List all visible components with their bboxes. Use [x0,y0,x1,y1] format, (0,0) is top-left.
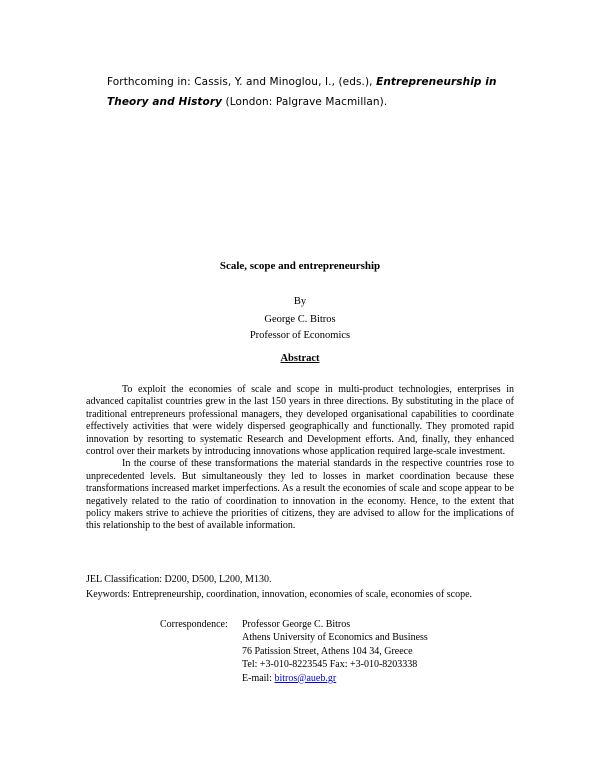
jel-classification: JEL Classification: D200, D500, L200, M130. [86,574,272,585]
classification-block [86,572,526,602]
correspondent-email-line [242,672,428,685]
forthcoming-suffix: (London: Palgrave Macmillan). [222,96,388,108]
abstract-paragraph-2: In the course of these transformations the material standards in the respective countries rose to unprecedented levels. But simultaneously they led to losses in market coordination because these transformations increased market imperfections. As a result the economies of scale and scope appear to be negatively related to the ratio of coordination to innovation in the economy. Hence, to the extent that policy makers strive to achieve the priorities of citizens, they are advised to allow for the implications of this relationship to the best of available information. [86,458,514,532]
byline [0,294,600,344]
email-link[interactable]: bitros@aueb.gr [274,672,337,684]
author-position: Professor of Economics [249,330,351,341]
keywords: Keywords: Entrepreneurship, coordination, innovation, economies of scale, economies of scope. [86,589,473,600]
forthcoming-prefix: Forthcoming in: Cassis, Y. and Minoglou, I., (eds.), [107,76,377,88]
correspondent-phone: Tel: +3-010-8223545 Fax: +3-010-8203338 [242,659,418,671]
email-label: E-mail: [242,672,275,684]
forthcoming-note [107,72,527,112]
abstract-body [86,384,514,533]
paper-title: Scale, scope and entrepreneurship [219,260,381,272]
correspondent-name: Professor George C. Bitros [242,619,351,630]
abstract-heading: Abstract [280,353,320,364]
by-word: By [293,296,307,307]
correspondence-address [242,618,428,685]
abstract-paragraph-1: To exploit the economies of scale and scope in multi-product technologies, enterprises in advanced capitalist countries grew in the last 150 years in three directions. By substituting in the place of traditional entrepreneurs professional managers, they developed organisational capabilities to coordinate effectively activities that were widely dispersed geographically and functionally. They promoted rapid innovation by resorting to systematic Research and Development efforts. And, finally, they enhanced control over their markets by introducing innovations whose application required large-scale investment. [86,384,514,458]
author-name: George C. Bitros [264,314,336,325]
correspondent-street: 76 Patission Street, Athens 104 34, Greece [242,645,413,657]
book-title: Entrepreneurship in Theory and History [107,76,497,108]
correspondence-label: Correspondence: [160,619,228,630]
correspondent-institution: Athens University of Economics and Business [242,632,428,644]
